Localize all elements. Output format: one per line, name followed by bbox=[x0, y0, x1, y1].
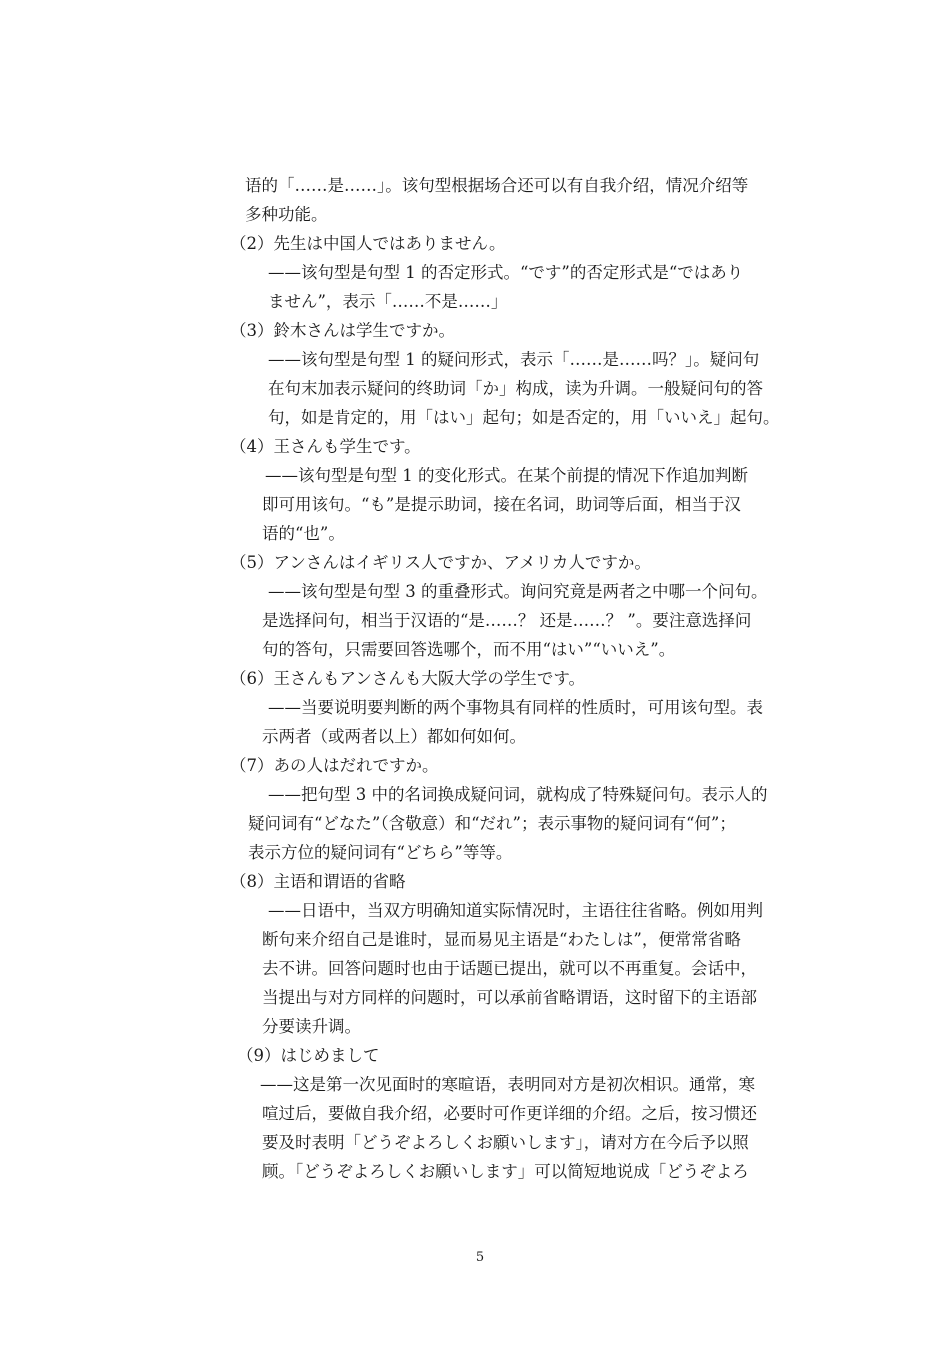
text-line: 语的「……是……」。该句型根据场合还可以有自我介绍，情况介绍等 bbox=[245, 176, 749, 195]
text-line: ——该句型是句型 1 的变化形式。在某个前提的情况下作追加判断 bbox=[265, 466, 748, 485]
text-line: 示两者（或两者以上）都如何如何。 bbox=[262, 727, 526, 746]
text-line: 表示方位的疑问词有“どちら”等等。 bbox=[248, 843, 513, 862]
text-line: 喧过后，要做自我介绍，必要时可作更详细的介绍。之后，按习惯还 bbox=[262, 1104, 757, 1123]
text-line: ——这是第一次见面时的寒暄语，表明同对方是初次相识。通常，寒 bbox=[260, 1075, 755, 1094]
text-line: 去不讲。回答问题时也由于话题已提出，就可以不再重复。会话中， bbox=[262, 959, 757, 978]
text-line: 句的答句，只需要回答选哪个，而不用“はい”“いいえ”。 bbox=[262, 640, 676, 659]
text-line: 即可用该句。“も”是提示助词，接在名词，助词等后面，相当于汉 bbox=[262, 495, 741, 514]
item-heading: （2）先生は中国人ではありません。 bbox=[230, 234, 506, 253]
text-line: 疑问词有“どなた”（含敬意）和“だれ”；表示事物的疑问词有“何”； bbox=[248, 814, 736, 833]
item-heading: （9）はじめまして bbox=[237, 1046, 380, 1065]
text-line: 当提出与对方同样的问题时，可以承前省略谓语，这时留下的主语部 bbox=[262, 988, 757, 1007]
text-line: ——该句型是句型 1 的否定形式。“です”的否定形式是“ではあり bbox=[268, 263, 744, 282]
text-line: 句，如是肯定的，用「はい」起句；如是否定的，用「いいえ」起句。 bbox=[268, 408, 780, 427]
text-line: 是选择问句，相当于汉语的“是……？ 还是……？ ”。要注意选择问 bbox=[262, 611, 752, 630]
text-line: ——日语中，当双方明确知道实际情况时，主语往往省略。例如用判 bbox=[268, 901, 763, 920]
item-heading: （5）アンさんはイギリス人ですか、アメリカ人ですか。 bbox=[230, 553, 651, 572]
item-heading: （7）あの人はだれですか。 bbox=[230, 756, 439, 775]
text-line: 多种功能。 bbox=[245, 205, 328, 224]
text-line: 要及时表明「どうぞよろしくお願いします」，请对方在今后予以照 bbox=[262, 1133, 749, 1152]
item-heading: （3）鈴木さんは学生ですか。 bbox=[230, 321, 455, 340]
item-heading: （6）王さんもアンさんも大阪大学の学生です。 bbox=[230, 669, 586, 688]
page-number: 5 bbox=[475, 1250, 485, 1265]
item-heading: （8）主语和谓语的省略 bbox=[230, 872, 406, 891]
item-heading: （4）王さんも学生です。 bbox=[230, 437, 421, 456]
text-line: 顾。「どうぞよろしくお願いします」可以简短地说成「どうぞよろ bbox=[262, 1162, 749, 1181]
text-line: 分要读升调。 bbox=[262, 1017, 361, 1036]
text-line: 语的“也”。 bbox=[262, 524, 345, 543]
text-line: 断句来介绍自己是谁时，显而易见主语是“わたしは”，便常常省略 bbox=[262, 930, 741, 949]
text-line: ——该句型是句型 3 的重叠形式。询问究竟是两者之中哪一个问句。 bbox=[268, 582, 768, 601]
text-line: ません”，表示「……不是……」 bbox=[268, 292, 508, 311]
text-line: ——把句型 3 中的名词换成疑问词，就构成了特殊疑问句。表示人的 bbox=[268, 785, 768, 804]
text-line: ——当要说明要判断的两个事物具有同样的性质时，可用该句型。表 bbox=[268, 698, 763, 717]
text-line: 在句末加表示疑问的终助词「か」构成，读为升调。一般疑问句的答 bbox=[268, 379, 763, 398]
text-line: ——该句型是句型 1 的疑问形式，表示「……是……吗？」。疑问句 bbox=[268, 350, 760, 369]
